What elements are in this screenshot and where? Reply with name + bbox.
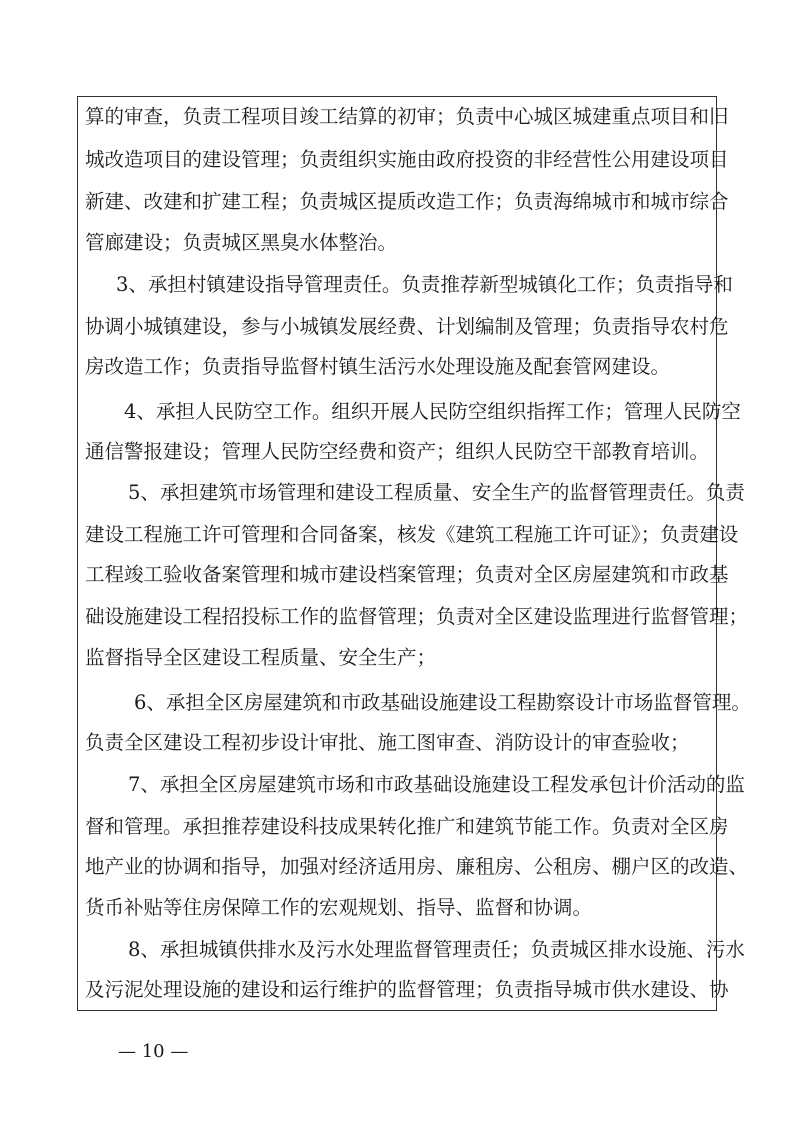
text-line: 督和管理。承担推荐建设科技成果转化推广和建筑节能工作。负责对全区房 <box>85 815 729 838</box>
text-line: 建设工程施工许可管理和合同备案，核发《建筑工程施工许可证》；负责建设 <box>85 523 739 546</box>
text-line: 货币补贴等住房保障工作的宏观规划、指导、监督和协调。 <box>85 896 593 919</box>
text-line: 及污泥处理设施的建设和运行维护的监督管理；负责指导城市供水建设、协 <box>85 978 729 1001</box>
text-line: 地产业的协调和指导，加强对经济适用房、廉租房、公租房、棚户区的改造、 <box>85 855 749 878</box>
text-line: 算的审查，负责工程项目竣工结算的初审；负责中心城区城建重点项目和旧 <box>85 105 729 128</box>
text-line: 3、承担村镇建设指导管理责任。负责推荐新型城镇化工作；负责指导和 <box>116 273 733 296</box>
text-line: 协调小城镇建设，参与小城镇发展经费、计划编制及管理；负责指导农村危 <box>85 315 729 338</box>
text-line: 8、承担城镇供排水及污水处理监督管理责任；负责城区排水设施、污水 <box>128 938 745 961</box>
text-line: 6、承担全区房屋建筑和市政基础设施建设工程勘察设计市场监督管理。 <box>134 691 751 714</box>
text-line: 7、承担全区房屋建筑市场和市政基础设施建设工程发承包计价活动的监 <box>128 773 745 796</box>
text-line: 监督指导全区建设工程质量、安全生产； <box>85 646 437 669</box>
text-line: 城改造项目的建设管理；负责组织实施由政府投资的非经营性公用建设项目 <box>85 148 729 171</box>
text-line: 房改造工作；负责指导监督村镇生活污水处理设施及配套管网建设。 <box>85 355 671 378</box>
text-line: 通信警报建设；管理人民防空经费和资产；组织人民防空干部教育培训。 <box>85 440 710 463</box>
text-line: 础设施建设工程招投标工作的监督管理；负责对全区建设监理进行监督管理； <box>85 605 749 628</box>
text-line: 工程竣工验收备案管理和城市建设档案管理；负责对全区房屋建筑和市政基 <box>85 563 729 586</box>
page-number: — 10 — <box>118 1041 189 1062</box>
text-line: 管廊建设；负责城区黑臭水体整治。 <box>85 231 398 254</box>
text-line: 新建、改建和扩建工程；负责城区提质改造工作；负责海绵城市和城市综合 <box>85 190 729 213</box>
text-line: 负责全区建设工程初步设计审批、施工图审查、消防设计的审查验收； <box>85 731 690 754</box>
text-line: 4、承担人民防空工作。组织开展人民防空组织指挥工作；管理人民防空 <box>124 400 741 423</box>
text-line: 5、承担建筑市场管理和建设工程质量、安全生产的监督管理责任。负责 <box>128 481 745 504</box>
